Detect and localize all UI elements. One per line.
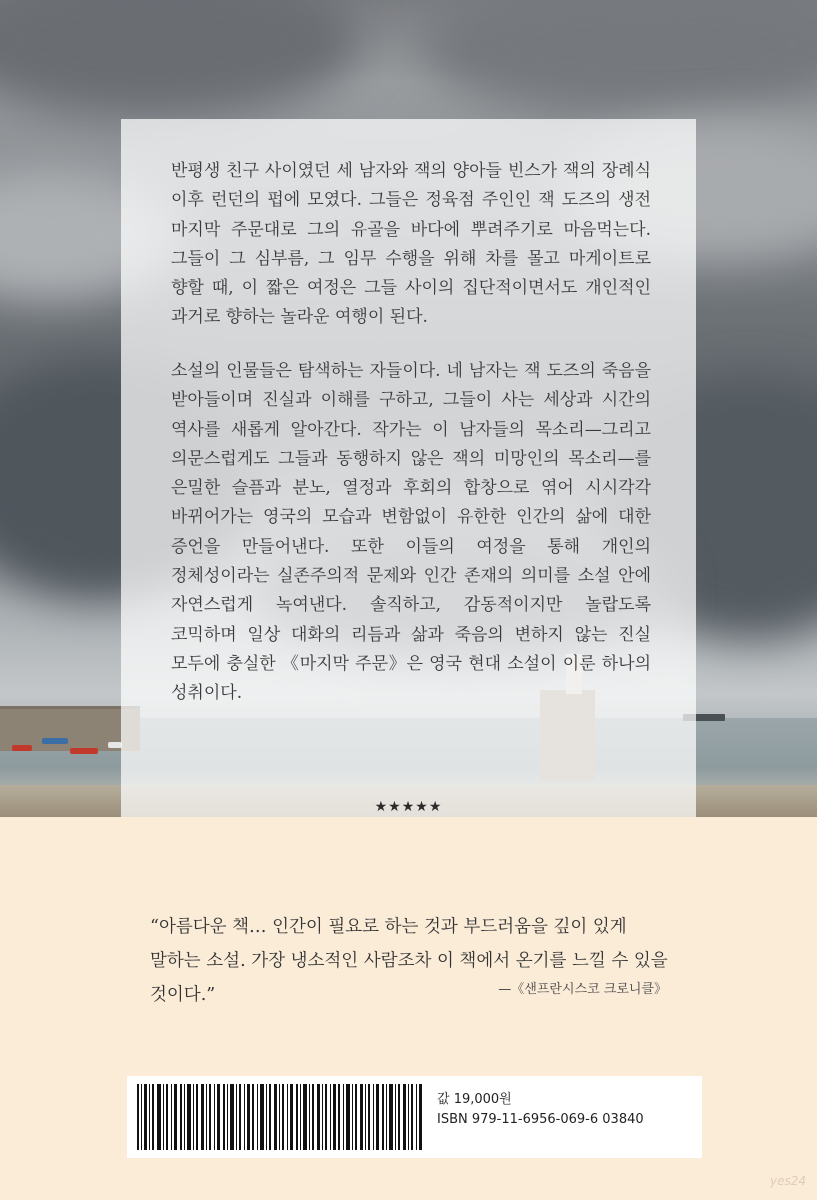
boat [70,748,98,754]
description-panel [121,119,696,817]
lower-section [0,817,817,1200]
description-paragraph-2: 소설의 인물들은 탐색하는 자들이다. 네 남자는 잭 도즈의 죽음을 받아들이며 진실과 이해를 구하고, 그들이 사는 세상과 시간의 역사를 새롭게 알아간다. 작가는 이 남자들의 목소리—그리고 의문스럽게도 그들과 동행하지 않은 잭의 미망인의 목소리—를 은밀한 슬픔과 분노, 열정과 후회의 합창으로 엮어 시시각각 바뀌어가는 영국의 모습과 변함없이 유한한 인간의 삶에 대한 증언을 만들어낸다. 또한 이들의 여정을 통해 개인의 정체성이라는 실존주의적 문제와 인간 존재의 의미를 소설 안에 자연스럽게 녹여낸다. 솔직하고, 감동적이지만 놀랍도록 코믹하며 일상 대화의 리듬과 삶과 죽음의 변하지 않는 진실 모두에 충실한 《마지막 주문》은 영국 현대 소설이 이룬 하나의 성취이다. [171,361,651,704]
watermark-logo: yes24 [770,1174,807,1188]
boat [108,742,122,748]
cloud [420,0,817,120]
rating-stars: ★★★★★ [374,799,443,815]
description-paragraph-1: 반평생 친구 사이였던 세 남자와 잭의 양아들 빈스가 잭의 장례식 이후 런던의 펍에 모였다. 그들은 정육점 주인인 잭 도즈의 생전 마지막 주문대로 그의 유골을 바다에 뿌려주기로 마음먹는다. 그들이 그 심부름, 그 임무 수행을 위해 차를 몰고 마게이트로 향할 때, 이 짧은 여정은 그들 사이의 집단적이면서도 개인적인 과거로 향하는 놀라운 여행이 된다. [171,161,651,328]
boat [12,745,32,751]
barcode-box [127,1076,702,1158]
cloud [0,0,360,120]
boat [42,738,68,744]
barcode-icon [135,1084,425,1150]
review-source: —《샌프란시스코 크로니클》 [498,982,667,997]
price-label: 값 19,000원 [437,1092,512,1107]
isbn-label: ISBN 979-11-6956-069-6 03840 [437,1112,644,1127]
review-quote: “아름다운 책… 인간이 필요로 하는 것과 부드러움을 깊이 있게 말하는 소설. 가장 냉소적인 사람조차 이 책에서 온기를 느낄 수 있을 것이다.” [150,917,668,1005]
